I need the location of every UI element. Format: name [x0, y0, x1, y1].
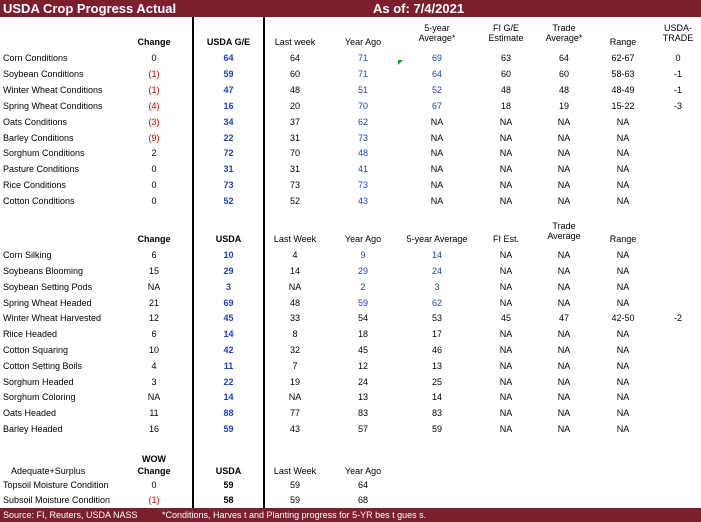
conditions-row-last-week: 48 — [289, 85, 300, 95]
progress-row-last-week: 43 — [289, 424, 300, 434]
conditions-row-usda: 16 — [223, 101, 234, 111]
conditions-row-five-year: 64 — [431, 69, 442, 79]
conditions-row-fi: 48 — [500, 85, 511, 95]
conditions-row-label: Spring Wheat Conditions — [3, 101, 103, 111]
progress-row-change: 12 — [148, 313, 159, 323]
progress-row-usda: 69 — [223, 298, 234, 308]
progress-row-five-year: 13 — [431, 361, 442, 371]
conditions-row-range: 62-67 — [611, 53, 635, 63]
progress-row-label: Corn Silking — [3, 250, 52, 260]
conditions-row-trade: NA — [557, 133, 571, 143]
progress-row-trade: NA — [557, 424, 571, 434]
progress-row-five-year: 59 — [431, 424, 442, 434]
progress-row-label: Oats Headed — [3, 408, 57, 418]
conditions-row-trade: NA — [557, 148, 571, 158]
report-header — [0, 0, 701, 17]
conditions-row-year-ago: 70 — [357, 101, 368, 111]
conditions-row-five-year: NA — [430, 117, 444, 127]
moisture-row-change: 0 — [151, 480, 157, 490]
progress-row-usda: 14 — [223, 329, 234, 339]
conditions-row-fi: NA — [499, 133, 513, 143]
progress-row-year-ago: 2 — [360, 282, 366, 292]
progress-header-change: Change — [137, 234, 171, 244]
moisture-header-wow: WOW — [142, 454, 166, 464]
conditions-row-year-ago: 48 — [357, 148, 368, 158]
progress-row-change: NA — [147, 282, 161, 292]
progress-row-trade: NA — [557, 361, 571, 371]
conditions-row-range: NA — [616, 164, 630, 174]
conditions-row-usda: 59 — [223, 69, 234, 79]
conditions-row-last-week: 20 — [289, 101, 300, 111]
conditions-row-change: 0 — [151, 180, 157, 190]
conditions-row-range: 48-49 — [611, 85, 635, 95]
progress-row-fi: NA — [499, 408, 513, 418]
moisture-row-last-week: 59 — [289, 480, 300, 490]
progress-row-five-year: 17 — [431, 329, 442, 339]
progress-row-usda: 59 — [223, 424, 234, 434]
progress-row-range: NA — [616, 266, 630, 276]
conditions-row-year-ago: 51 — [357, 85, 368, 95]
progress-row-five-year: 46 — [431, 345, 442, 355]
progress-row-five-year: 53 — [431, 313, 442, 323]
progress-row-fi: NA — [499, 282, 513, 292]
conditions-row-label: Rice Conditions — [3, 180, 67, 190]
conditions-row-usda: 34 — [223, 117, 234, 127]
progress-row-trade: NA — [557, 408, 571, 418]
progress-row-fi: NA — [499, 345, 513, 355]
progress-row-range: NA — [616, 424, 630, 434]
conditions-row-trade: 60 — [558, 69, 569, 79]
progress-row-change: NA — [147, 392, 161, 402]
progress-row-usda: 3 — [225, 282, 231, 292]
progress-row-five-year: 83 — [431, 408, 442, 418]
progress-row-range: NA — [616, 250, 630, 260]
conditions-row-five-year: 67 — [431, 101, 442, 111]
conditions-header-fi-ge: Estimate — [488, 33, 524, 43]
conditions-row-label: Pasture Conditions — [3, 164, 80, 174]
progress-row-label: Cotton Squaring — [3, 345, 69, 355]
conditions-row-last-week: 52 — [289, 196, 300, 206]
progress-row-usda: 11 — [223, 361, 234, 371]
conditions-row-usda: 64 — [223, 53, 234, 63]
conditions-row-change: 2 — [151, 148, 157, 158]
progress-row-trade: NA — [557, 377, 571, 387]
source-note: Source: FI, Reuters, USDA NASS — [3, 510, 138, 520]
progress-row-trade: NA — [557, 329, 571, 339]
progress-row-change: 3 — [151, 377, 157, 387]
conditions-header-last-week: Last week — [274, 37, 316, 47]
progress-row-last-week: NA — [288, 282, 302, 292]
conditions-row-fi: 18 — [500, 101, 511, 111]
progress-row-fi: NA — [499, 361, 513, 371]
progress-row-five-year: 3 — [434, 282, 440, 292]
progress-row-change: 6 — [151, 250, 157, 260]
progress-row-fi: NA — [499, 424, 513, 434]
conditions-row-last-week: 64 — [289, 53, 300, 63]
conditions-row-last-week: 60 — [289, 69, 300, 79]
conditions-row-change: (3) — [148, 117, 160, 127]
conditions-row-trade: NA — [557, 164, 571, 174]
conditions-row-diff: 0 — [675, 53, 681, 63]
progress-row-five-year: 24 — [431, 266, 442, 276]
progress-header-range: Range — [609, 234, 637, 244]
conditions-row-trade: 48 — [558, 85, 569, 95]
conditions-row-fi: 60 — [500, 69, 511, 79]
conditions-row-year-ago: 73 — [357, 180, 368, 190]
conditions-header-usda: USDA G/E — [206, 37, 251, 47]
conditions-row-label: Oats Conditions — [3, 117, 68, 127]
progress-row-trade: NA — [557, 282, 571, 292]
conditions-header-trade-avg: Trade — [552, 23, 576, 33]
conditions-row-fi: NA — [499, 148, 513, 158]
progress-row-five-year: 14 — [431, 392, 442, 402]
progress-row-year-ago: 59 — [357, 298, 368, 308]
report-footer — [0, 508, 701, 522]
conditions-row-change: 0 — [151, 53, 157, 63]
progress-row-year-ago: 12 — [357, 361, 368, 371]
report-title: USDA Crop Progress Actual — [3, 1, 177, 16]
conditions-row-last-week: 73 — [289, 180, 300, 190]
progress-header-usda: USDA — [215, 234, 242, 244]
progress-row-last-week: 48 — [289, 298, 300, 308]
progress-row-year-ago: 57 — [357, 424, 368, 434]
progress-row-range: NA — [616, 329, 630, 339]
progress-row-year-ago: 24 — [357, 377, 368, 387]
moisture-row-usda: 59 — [223, 480, 234, 490]
conditions-row-fi: NA — [499, 196, 513, 206]
conditions-row-five-year: NA — [430, 164, 444, 174]
progress-row-fi: NA — [499, 392, 513, 402]
progress-row-usda: 22 — [223, 377, 234, 387]
conditions-row-year-ago: 41 — [357, 164, 368, 174]
conditions-row-fi: NA — [499, 180, 513, 190]
conditions-row-range: NA — [616, 180, 630, 190]
progress-row-fi: NA — [499, 266, 513, 276]
conditions-row-last-week: 31 — [289, 133, 300, 143]
progress-row-fi: NA — [499, 298, 513, 308]
progress-row-last-week: 4 — [292, 250, 298, 260]
progress-row-label: Sorghum Headed — [3, 377, 74, 387]
progress-row-year-ago: 29 — [357, 266, 368, 276]
progress-row-last-week: 14 — [289, 266, 300, 276]
progress-row-year-ago: 9 — [360, 250, 366, 260]
progress-row-label: Spring Wheat Headed — [3, 298, 92, 308]
progress-row-trade: NA — [557, 298, 571, 308]
progress-row-trade: 47 — [558, 313, 569, 323]
progress-row-label: Barley Headed — [3, 424, 63, 434]
moisture-header-title: Adequate+Surplus — [11, 466, 86, 476]
conditions-row-label: Sorghum Conditions — [3, 148, 85, 158]
conditions-header-trade-avg: Average* — [545, 33, 583, 43]
conditions-row-trade: 64 — [558, 53, 569, 63]
progress-row-last-week: 33 — [289, 313, 300, 323]
progress-row-year-ago: 18 — [357, 329, 368, 339]
conditions-row-label: Barley Conditions — [3, 133, 74, 143]
conditions-row-usda: 47 — [223, 85, 234, 95]
conditions-row-change: (9) — [148, 133, 160, 143]
progress-row-label: Soybeans Blooming — [3, 266, 84, 276]
progress-row-diff: -2 — [673, 313, 682, 323]
moisture-header-year-ago: Year Ago — [344, 466, 382, 476]
progress-header-five-year: 5-year Average — [406, 234, 468, 244]
conditions-row-trade: 19 — [558, 101, 569, 111]
moisture-row-last-week: 59 — [289, 495, 300, 505]
progress-row-last-week: 32 — [289, 345, 300, 355]
conditions-row-range: NA — [616, 148, 630, 158]
conditions-row-usda: 72 — [223, 148, 234, 158]
progress-row-last-week: 19 — [289, 377, 300, 387]
progress-row-change: 16 — [148, 424, 159, 434]
progress-row-last-week: 8 — [292, 329, 298, 339]
progress-row-usda: 42 — [223, 345, 234, 355]
conditions-row-last-week: 37 — [289, 117, 300, 127]
conditions-row-five-year: NA — [430, 196, 444, 206]
moisture-row-change: (1) — [148, 495, 160, 505]
conditions-row-usda: 52 — [223, 196, 234, 206]
conditions-row-range: 58-63 — [611, 69, 635, 79]
moisture-row-usda: 58 — [223, 495, 234, 505]
progress-row-trade: NA — [557, 250, 571, 260]
conditions-row-year-ago: 71 — [357, 53, 368, 63]
conditions-row-last-week: 31 — [289, 164, 300, 174]
conditions-row-five-year: 52 — [431, 85, 442, 95]
progress-row-change: 11 — [149, 408, 159, 418]
conditions-row-last-week: 70 — [289, 148, 300, 158]
progress-row-year-ago: 83 — [357, 408, 368, 418]
progress-row-range: 42-50 — [611, 313, 635, 323]
as-of-date: As of: 7/4/2021 — [373, 1, 465, 16]
progress-row-usda: 88 — [223, 408, 234, 418]
conditions-row-five-year: NA — [430, 180, 444, 190]
progress-row-year-ago: 54 — [357, 313, 368, 323]
progress-row-trade: NA — [557, 345, 571, 355]
progress-header-trade-avg: Average — [547, 231, 581, 241]
moisture-header-last-week: Last Week — [273, 466, 317, 476]
conditions-row-change: (4) — [148, 101, 160, 111]
conditions-row-trade: NA — [557, 180, 571, 190]
progress-row-usda: 14 — [223, 392, 234, 402]
conditions-row-label: Winter Wheat Conditions — [3, 85, 103, 95]
progress-row-fi: NA — [499, 329, 513, 339]
progress-row-five-year: 25 — [431, 377, 442, 387]
progress-row-fi: NA — [499, 377, 513, 387]
progress-row-year-ago: 45 — [357, 345, 368, 355]
progress-header-last-week: Last Week — [273, 234, 317, 244]
progress-row-range: NA — [616, 282, 630, 292]
conditions-row-fi: 63 — [500, 53, 511, 63]
progress-header-trade-avg: Trade — [552, 221, 576, 231]
moisture-row-year-ago: 68 — [357, 495, 368, 505]
progress-row-change: 10 — [148, 345, 159, 355]
conditions-row-diff: -3 — [673, 101, 682, 111]
progress-row-range: NA — [616, 377, 630, 387]
conditions-row-range: 15-22 — [611, 101, 635, 111]
conditions-header-fi-ge: FI G/E — [492, 23, 519, 33]
progress-row-year-ago: 13 — [357, 392, 368, 402]
progress-row-fi: 45 — [500, 313, 511, 323]
conditions-row-fi: NA — [499, 117, 513, 127]
moisture-header-usda: USDA — [215, 466, 242, 476]
conditions-row-usda: 22 — [223, 133, 234, 143]
progress-row-range: NA — [616, 408, 630, 418]
moisture-row-label: Subsoil Moisture Condition — [3, 495, 111, 505]
conditions-row-five-year: NA — [430, 148, 444, 158]
progress-row-usda: 10 — [223, 250, 234, 260]
conditions-row-year-ago: 71 — [357, 69, 368, 79]
progress-row-five-year: 14 — [431, 250, 442, 260]
conditions-row-diff: -1 — [673, 69, 682, 79]
progress-row-change: 4 — [151, 361, 157, 371]
progress-row-fi: NA — [499, 250, 513, 260]
conditions-header-year-ago: Year Ago — [344, 37, 382, 47]
methodology-note: *Conditions, Harves t and Planting progress for 5-YR bes t gues s. — [162, 510, 427, 520]
conditions-row-label: Soybean Conditions — [3, 69, 84, 79]
progress-header-year-ago: Year Ago — [344, 234, 382, 244]
progress-row-range: NA — [616, 361, 630, 371]
conditions-row-five-year: NA — [430, 133, 444, 143]
progress-row-range: NA — [616, 298, 630, 308]
moisture-row-year-ago: 64 — [357, 480, 368, 490]
conditions-row-fi: NA — [499, 164, 513, 174]
progress-row-five-year: 62 — [431, 298, 442, 308]
conditions-row-change: (1) — [148, 85, 160, 95]
conditions-row-year-ago: 73 — [357, 133, 368, 143]
moisture-header-change: Change — [137, 466, 171, 476]
progress-row-trade: NA — [557, 266, 571, 276]
conditions-row-trade: NA — [557, 117, 571, 127]
conditions-header-change: Change — [137, 37, 171, 47]
conditions-row-five-year: 69 — [431, 53, 442, 63]
conditions-row-year-ago: 62 — [357, 117, 368, 127]
conditions-row-change: (1) — [148, 69, 160, 79]
progress-row-usda: 29 — [223, 266, 234, 276]
progress-row-last-week: NA — [288, 392, 302, 402]
progress-row-last-week: 7 — [292, 361, 298, 371]
conditions-row-range: NA — [616, 196, 630, 206]
progress-row-label: Cotton Setting Boils — [3, 361, 83, 371]
progress-row-range: NA — [616, 345, 630, 355]
progress-row-label: Winter Wheat Harvested — [3, 313, 102, 323]
progress-row-label: Soybean Setting Pods — [3, 282, 93, 292]
progress-row-change: 6 — [151, 329, 157, 339]
progress-row-label: Riice Headed — [3, 329, 58, 339]
progress-row-usda: 45 — [223, 313, 234, 323]
progress-row-label: Sorghum Coloring — [3, 392, 76, 402]
conditions-header-five-year: Average* — [418, 33, 456, 43]
progress-row-change: 15 — [148, 266, 159, 276]
conditions-row-diff: -1 — [673, 85, 682, 95]
conditions-header-five-year: 5-year — [424, 23, 450, 33]
conditions-row-range: NA — [616, 117, 630, 127]
conditions-row-usda: 73 — [223, 180, 234, 190]
conditions-row-change: 0 — [151, 164, 157, 174]
conditions-row-trade: NA — [557, 196, 571, 206]
conditions-row-label: Cotton Conditions — [3, 196, 75, 206]
progress-row-last-week: 77 — [289, 408, 300, 418]
progress-row-range: NA — [616, 392, 630, 402]
moisture-row-label: Topsoil Moisture Condition — [3, 480, 109, 490]
conditions-row-change: 0 — [151, 196, 157, 206]
conditions-header-usda-trade: USDA- — [663, 23, 692, 33]
conditions-row-range: NA — [616, 133, 630, 143]
progress-row-change: 21 — [148, 298, 159, 308]
conditions-row-usda: 31 — [223, 164, 234, 174]
conditions-row-label: Corn Conditions — [3, 53, 68, 63]
progress-header-fi: FI Est. — [492, 234, 519, 244]
conditions-row-year-ago: 43 — [357, 196, 368, 206]
conditions-header-range: Range — [609, 37, 637, 47]
progress-row-trade: NA — [557, 392, 571, 402]
conditions-header-usda-trade: TRADE — [662, 33, 694, 43]
